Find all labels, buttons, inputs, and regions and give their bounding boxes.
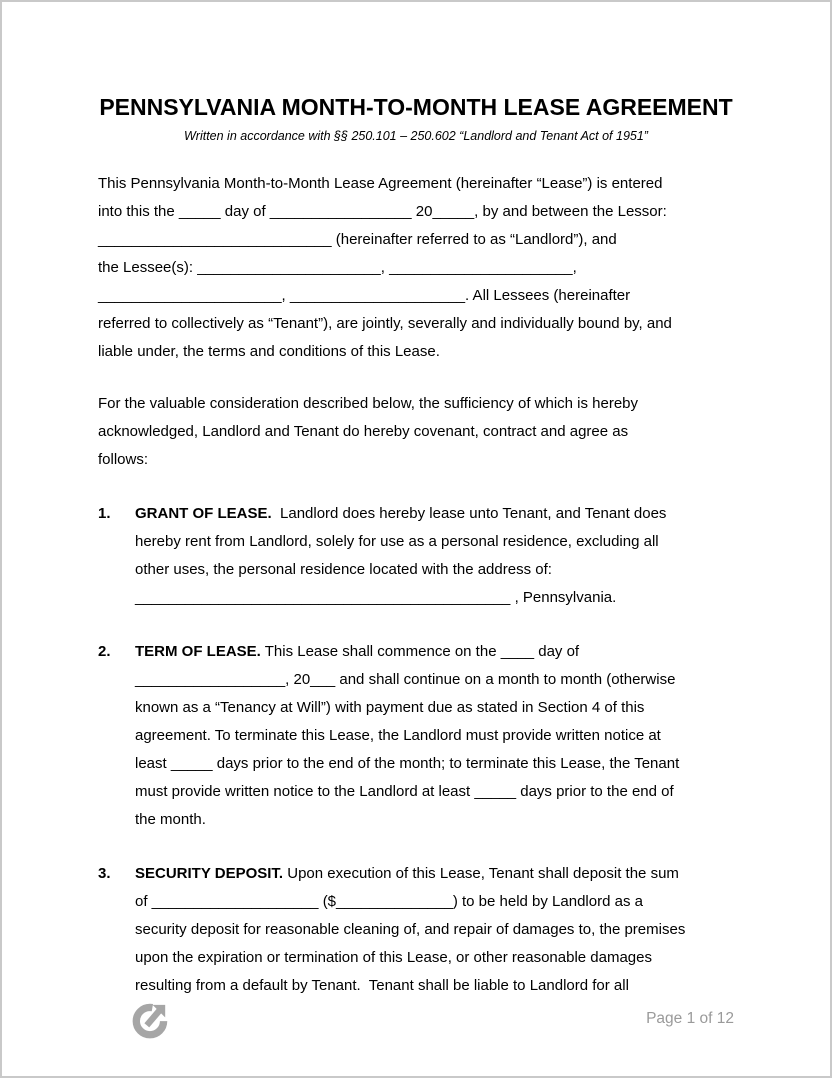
section-text: This Lease shall commence on the ____ day of xyxy=(260,643,580,660)
text-line: upon the expiration or termination of this Lease, or other reasonable damages xyxy=(135,949,652,966)
text-line: resulting from a default by Tenant. Tenant shall be liable to Landlord for all xyxy=(135,977,629,994)
section-heading: TERM OF LEASE. xyxy=(135,643,261,660)
text-line: into this the _____ day of _________________ 20_____, by and between the Lessor: xyxy=(98,203,667,220)
section-number: 3. xyxy=(98,865,111,882)
section-term-of-lease xyxy=(98,638,734,834)
page-footer xyxy=(98,998,734,1040)
text-line: must provide written notice to the Landlord at least _____ days prior to the end of xyxy=(135,783,674,800)
text-line: least _____ days prior to the end of the month; to terminate this Lease, the Tenant xyxy=(135,755,680,772)
text-line: acknowledged, Landlord and Tenant do hereby covenant, contract and agree as xyxy=(98,423,629,440)
text-line: of ____________________ ($______________) to be held by Landlord as a xyxy=(135,893,643,910)
text-line: follows: xyxy=(98,451,149,468)
text-line: __________________, 20___ and shall continue on a month to month (otherwise xyxy=(135,671,676,688)
page-number: Page 1 of 12 xyxy=(646,1010,734,1027)
circular-arrow-logo[interactable] xyxy=(130,998,172,1040)
section-number: 2. xyxy=(98,643,111,660)
section-first-line xyxy=(135,638,734,666)
text-line: agreement. To terminate this Lease, the Landlord must provide written notice at xyxy=(135,727,661,744)
page-subtitle: Written in accordance with §§ 250.101 – 250.602 “Landlord and Tenant Act of 1951” xyxy=(184,129,648,143)
section-security-deposit xyxy=(98,860,734,1000)
document-content xyxy=(2,2,830,1000)
text-line: liable under, the terms and conditions of this Lease. xyxy=(98,343,440,360)
section-heading: SECURITY DEPOSIT. xyxy=(135,865,284,882)
section-text: Upon execution of this Lease, Tenant shall deposit the sum xyxy=(283,865,679,882)
text-line: For the valuable consideration described below, the sufficiency of which is hereby xyxy=(98,395,639,412)
text-line: security deposit for reasonable cleaning of, and repair of damages to, the premises xyxy=(135,921,686,938)
section-heading: GRANT OF LEASE. xyxy=(135,505,272,522)
text-line: referred to collectively as “Tenant”), are jointly, severally and individually bound by, and xyxy=(98,315,672,332)
section-lines xyxy=(135,888,734,1000)
page-title: PENNSYLVANIA MONTH-TO-MONTH LEASE AGREEMENT xyxy=(99,94,733,120)
text-line: the month. xyxy=(135,811,206,828)
section-lines xyxy=(135,666,734,834)
section-text: Landlord does hereby lease unto Tenant, and Tenant does xyxy=(271,505,667,522)
text-line: the Lessee(s): ______________________, ______________________, xyxy=(98,259,577,276)
section-number: 1. xyxy=(98,505,111,522)
section-lines xyxy=(135,528,734,612)
section-first-line xyxy=(135,860,734,888)
section-grant-of-lease xyxy=(98,500,734,612)
text-line: ______________________, _____________________. All Lessees (hereinafter xyxy=(98,287,631,304)
text-line: ____________________________ (hereinafter referred to as “Landlord”), and xyxy=(98,231,617,248)
text-line: other uses, the personal residence located with the address of: xyxy=(135,561,552,578)
intro-paragraph xyxy=(98,170,734,366)
text-line: hereby rent from Landlord, solely for use as a personal residence, excluding all xyxy=(135,533,659,550)
section-first-line xyxy=(135,500,734,528)
text-line: known as a “Tenancy at Will”) with payment due as stated in Section 4 of this xyxy=(135,699,645,716)
consideration-paragraph xyxy=(98,390,734,474)
text-line: This Pennsylvania Month-to-Month Lease Agreement (hereinafter “Lease”) is entered xyxy=(98,175,663,192)
text-line: _____________________________________________ , Pennsylvania. xyxy=(135,589,617,606)
